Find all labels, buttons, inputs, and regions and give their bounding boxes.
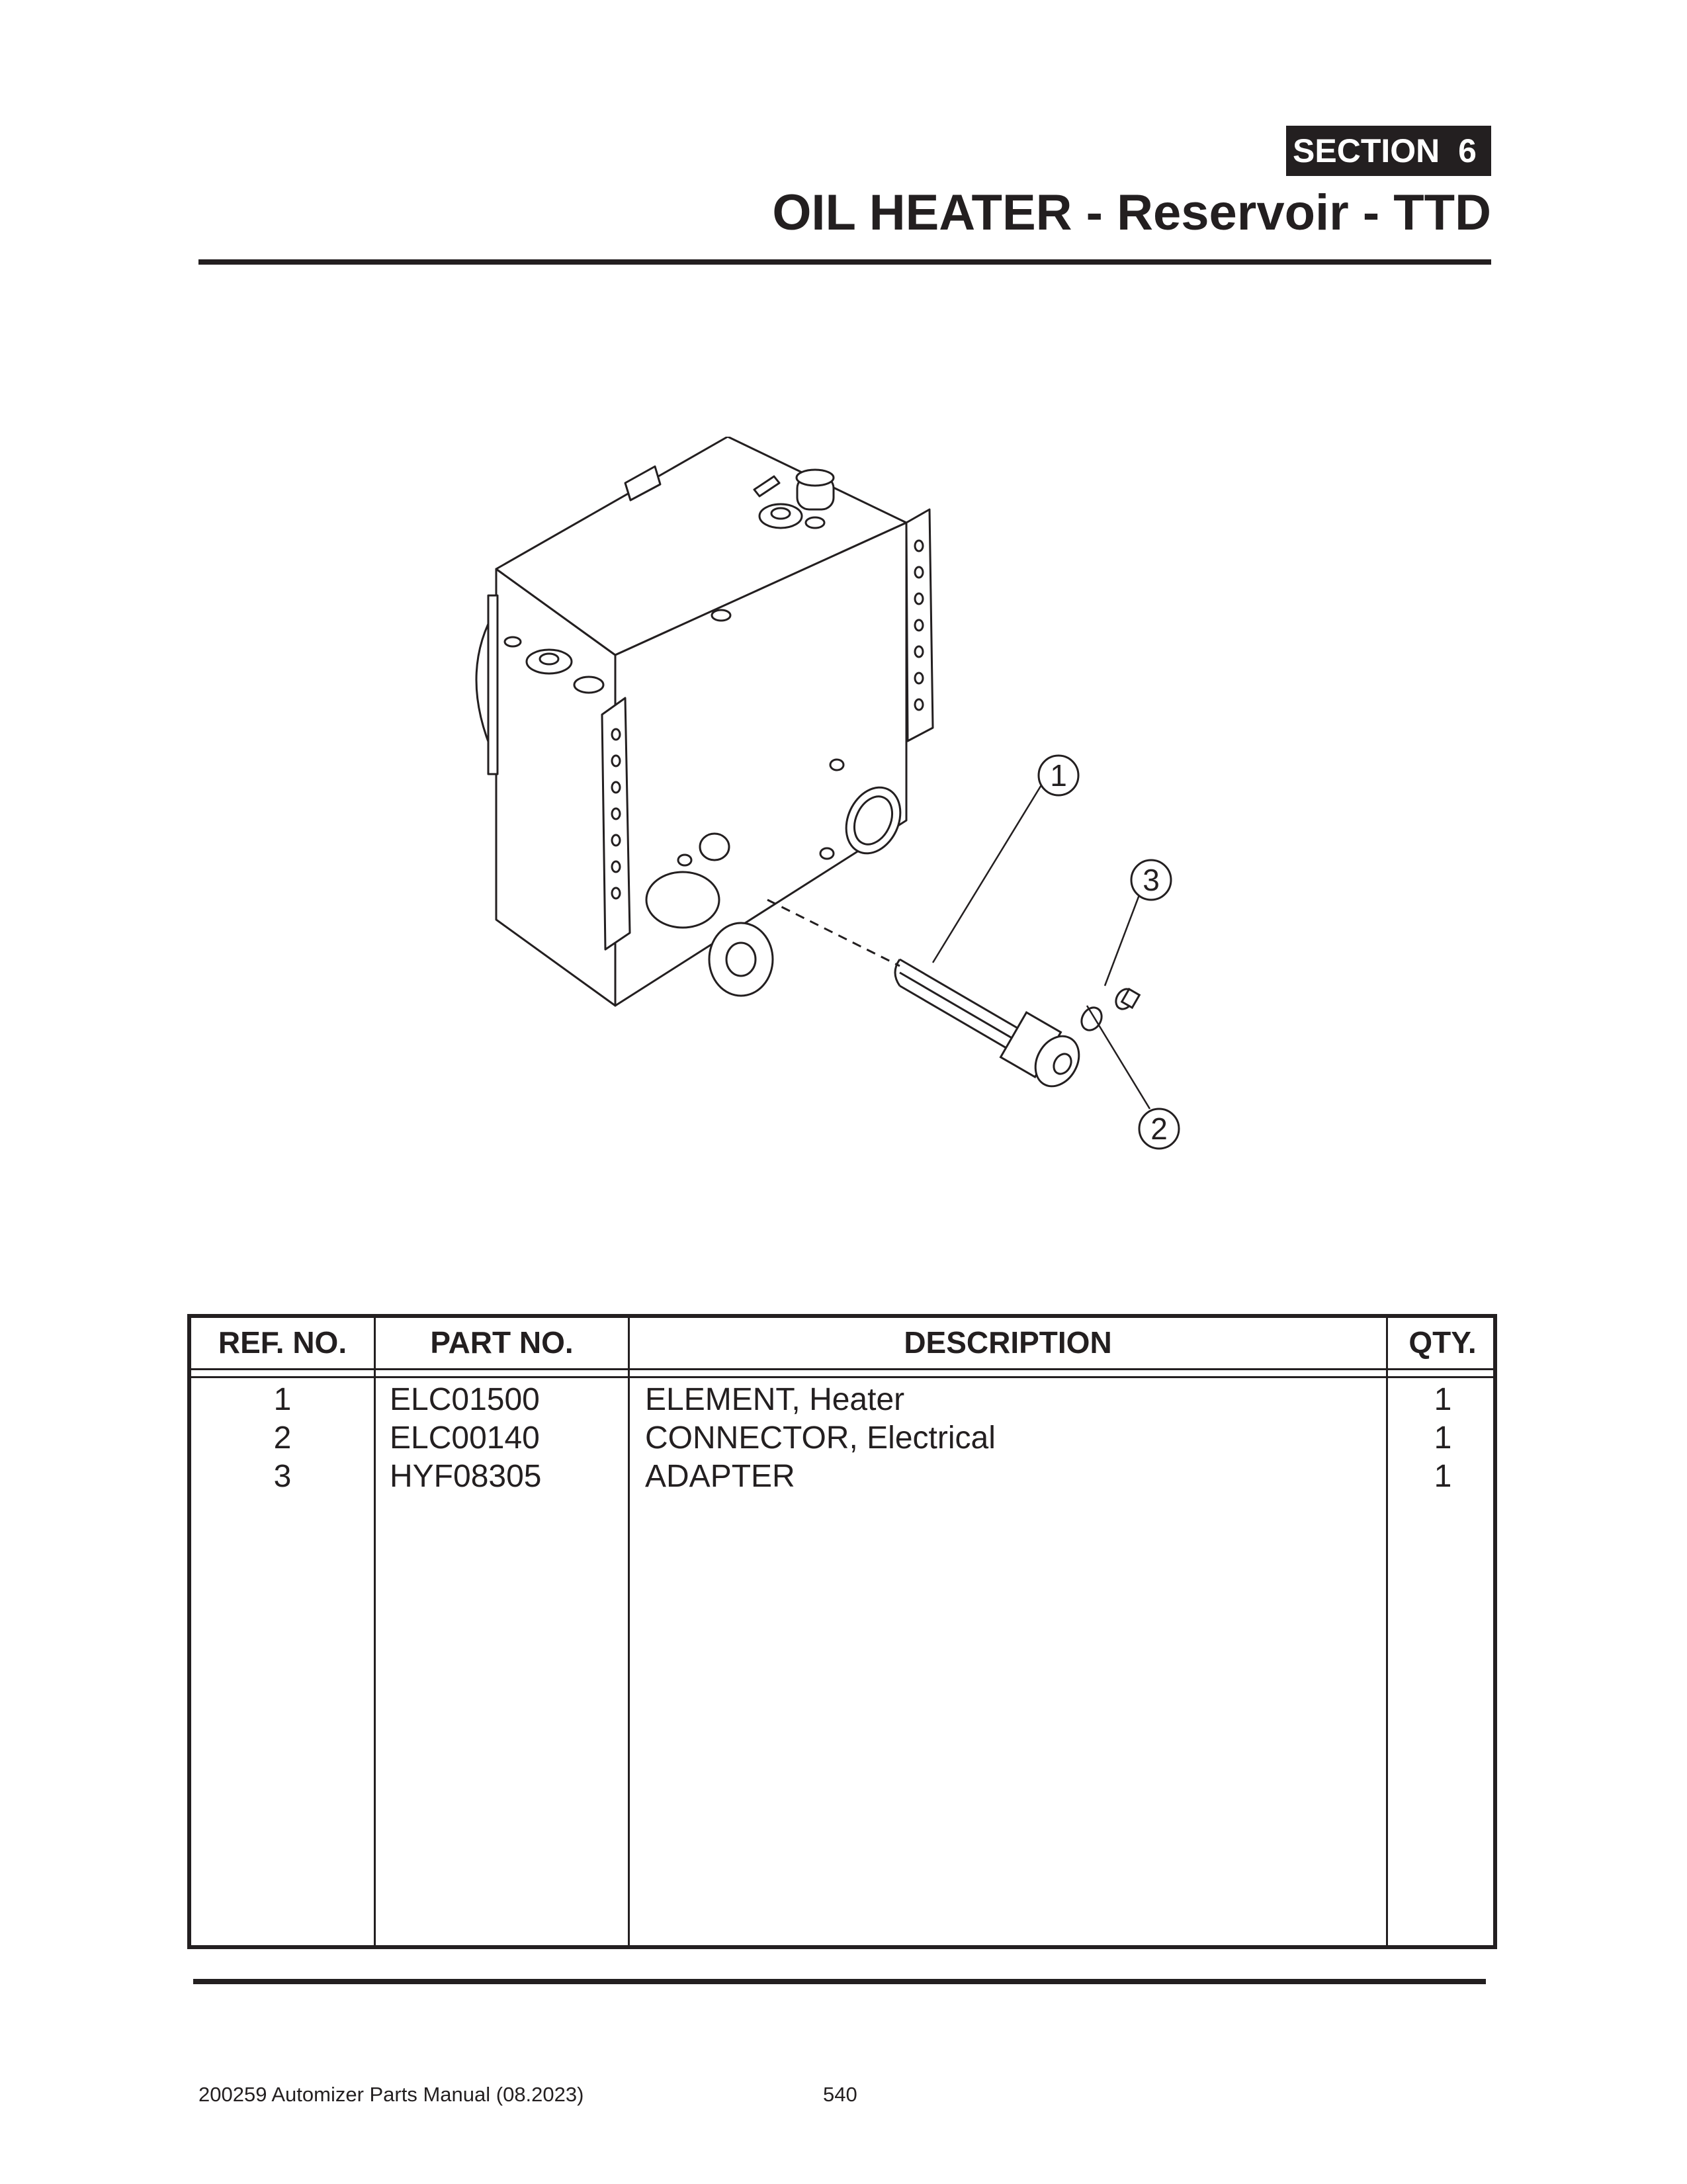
part-no: ELC00140 [390,1420,540,1456]
callout-2 [1139,1109,1179,1149]
footer-rule [193,1979,1486,1984]
adapter [1113,986,1140,1012]
part-no: ELC01500 [390,1382,540,1417]
table-row [191,1381,1493,1420]
svg-text:2: 2 [1150,1112,1168,1146]
parts-table [187,1314,1497,1949]
description: CONNECTOR, Electrical [645,1420,996,1456]
qty: 1 [1434,1382,1452,1417]
svg-text:3: 3 [1143,863,1160,897]
heater-element [895,959,1088,1094]
reservoir-tank [476,437,933,1006]
header-part-no: PART NO. [430,1325,574,1360]
description: ADAPTER [645,1459,795,1494]
ref-no: 2 [273,1420,292,1456]
callout-1 [1039,756,1078,795]
header-description: DESCRIPTION [904,1325,1112,1360]
parts-diagram [437,437,1204,1204]
qty: 1 [1434,1459,1452,1494]
ref-no: 3 [273,1459,292,1494]
ref-no: 1 [273,1382,292,1417]
qty: 1 [1434,1420,1452,1456]
part-no: HYF08305 [390,1459,542,1494]
description: ELEMENT, Heater [645,1382,905,1417]
header-rule [191,1368,1493,1370]
table-row [191,1420,1493,1458]
assembly-line [767,900,900,966]
header-rule [191,1376,1493,1378]
svg-text:1: 1 [1050,758,1067,793]
page-title: OIL HEATER - Reservoir - TTD [772,185,1491,241]
section-badge: SECTION 6 [1286,126,1491,176]
footer-manual-title: 200259 Automizer Parts Manual (08.2023) [198,2083,584,2106]
table-row [191,1458,1493,1497]
title-rule [198,259,1491,265]
header-ref-no: REF. NO. [218,1325,347,1360]
header-qty: QTY. [1408,1325,1477,1360]
page-number: 540 [823,2083,857,2106]
callout-3 [1131,860,1171,900]
